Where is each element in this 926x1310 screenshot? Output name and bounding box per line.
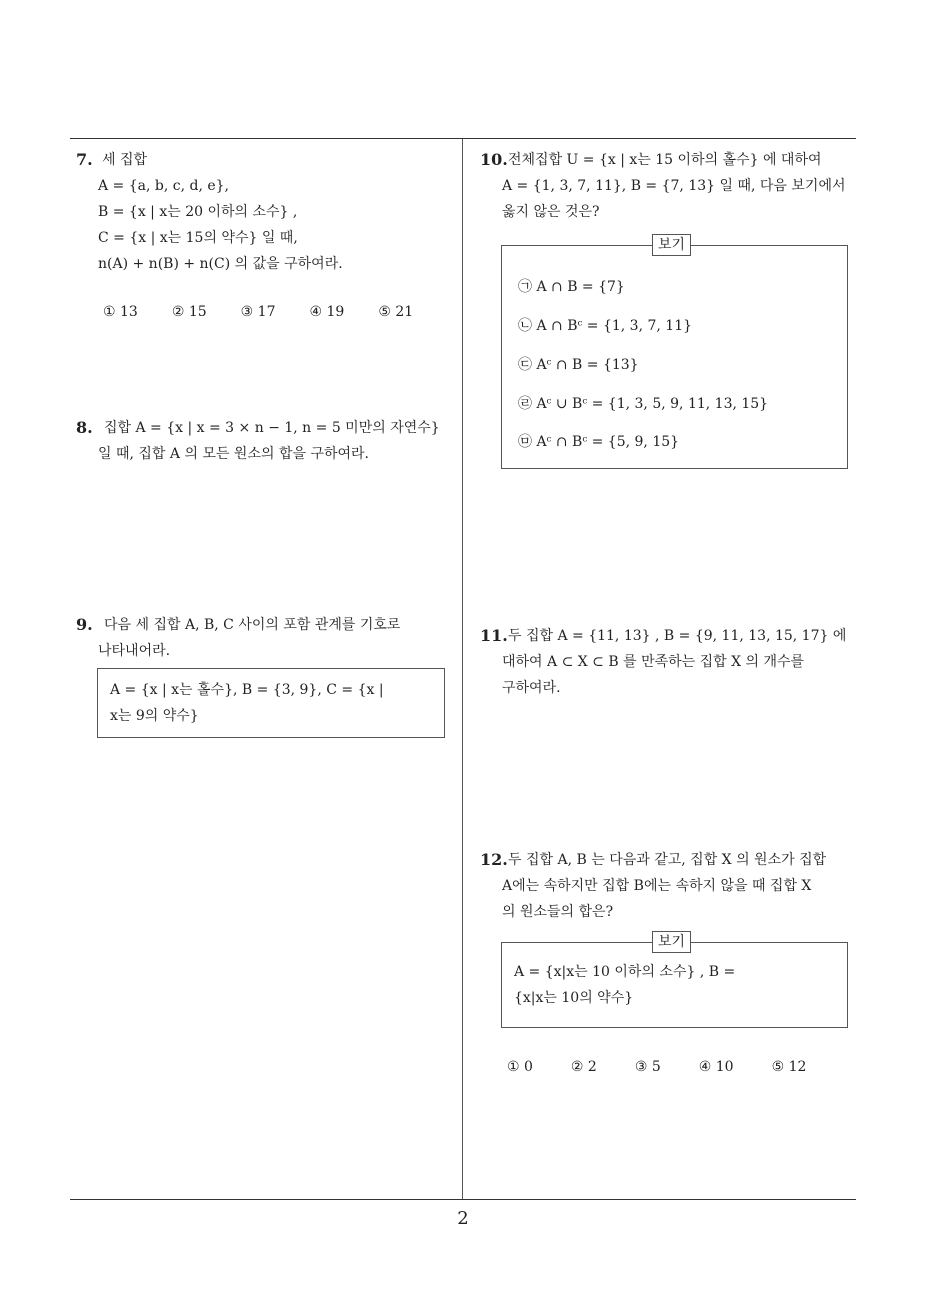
question-line: 두 집합 A = {11, 13} , B = {9, 11, 13, 15, 17} 에 [508,628,847,644]
choice-3[interactable]: ③ 5 [634,1059,661,1075]
choice-1[interactable]: ① 0 [507,1059,533,1075]
choice-4[interactable]: ④ 19 [309,304,345,320]
question-line: 일 때, 집합 A 의 모든 원소의 합을 구하여라. [98,446,369,462]
choice-1[interactable]: ① 13 [103,304,138,320]
question-line: A에는 속하지만 집합 B에는 속하지 않을 때 집합 X [502,878,812,894]
question-line: 대하여 A ⊂ X ⊂ B 를 만족하는 집합 X 의 개수를 [502,654,805,670]
question-intro: 세 집합 [102,152,148,168]
question-number: 12. [480,850,508,869]
question-line: 전체집합 U = {x | x는 15 이하의 홀수} 에 대하여 [508,152,822,168]
set-line: A = {a, b, c, d, e}, [98,178,230,194]
set-line: B = {x | x는 20 이하의 소수} , [98,204,298,220]
option-item[interactable]: ㉢ Aᶜ ∩ B = {13} [518,357,639,373]
box-line: {x|x는 10의 약수} [514,990,634,1006]
answer-choices [507,1059,806,1075]
question-11 [480,623,860,701]
bottom-rule [70,1199,856,1200]
answer-choices [103,304,413,320]
choice-2[interactable]: ② 2 [570,1059,597,1075]
question-number: 8. [76,418,93,437]
sets-box [97,668,445,738]
question-number: 10. [480,150,508,169]
option-item[interactable]: ㉡ A ∩ Bᶜ = {1, 3, 7, 11} [518,318,693,334]
option-item[interactable]: ㉤ Aᶜ ∩ Bᶜ = {5, 9, 15} [518,434,680,450]
box-line: A = {x | x는 홀수}, B = {3, 9}, C = {x | [110,682,384,698]
option-item[interactable]: ㉠ A ∩ B = {7} [518,279,625,295]
question-line: A = {1, 3, 7, 11}, B = {7, 13} 일 때, 다음 보기에서 [502,178,846,194]
question-12 [480,847,860,925]
question-number: 11. [480,626,508,645]
question-number: 9. [76,615,93,634]
question-line: 집합 A = {x | x = 3 × n − 1, n = 5 미만의 자연수} [104,420,440,436]
question-number: 7. [76,150,93,169]
set-line: C = {x | x는 15의 약수} 일 때, [98,230,298,246]
question-line: 의 원소들의 합은? [502,904,614,920]
bogi-label: 보기 [652,234,691,256]
question-10 [480,147,860,225]
box-line: x는 9의 약수} [110,708,199,724]
choice-5[interactable]: ⑤ 12 [771,1059,807,1075]
box-line: A = {x|x는 10 이하의 소수} , B = [514,964,736,980]
choice-2[interactable]: ② 15 [171,304,207,320]
column-divider [462,139,463,1199]
question-line: 다음 세 집합 A, B, C 사이의 포함 관계를 기호로 [104,617,401,633]
bogi-box [501,934,848,1028]
top-rule [70,138,856,139]
question-line: 옳지 않은 것은? [502,204,600,220]
choice-3[interactable]: ③ 17 [240,304,276,320]
choice-5[interactable]: ⑤ 21 [378,304,414,320]
question-9 [76,612,460,664]
page-number: 2 [457,1208,469,1229]
question-line: 두 집합 A, B 는 다음과 같고, 집합 X 의 원소가 집합 [508,852,827,868]
question-line: n(A) + n(B) + n(C) 의 값을 구하여라. [98,256,343,272]
question-7 [76,147,456,277]
bogi-box [501,237,848,469]
question-line: 나타내어라. [98,643,171,659]
question-line: 구하여라. [502,680,561,696]
question-8 [76,415,460,467]
choice-4[interactable]: ④ 10 [698,1059,734,1075]
bogi-label: 보기 [652,931,691,953]
option-item[interactable]: ㉣ Aᶜ ∪ Bᶜ = {1, 3, 5, 9, 11, 13, 15} [518,396,769,412]
